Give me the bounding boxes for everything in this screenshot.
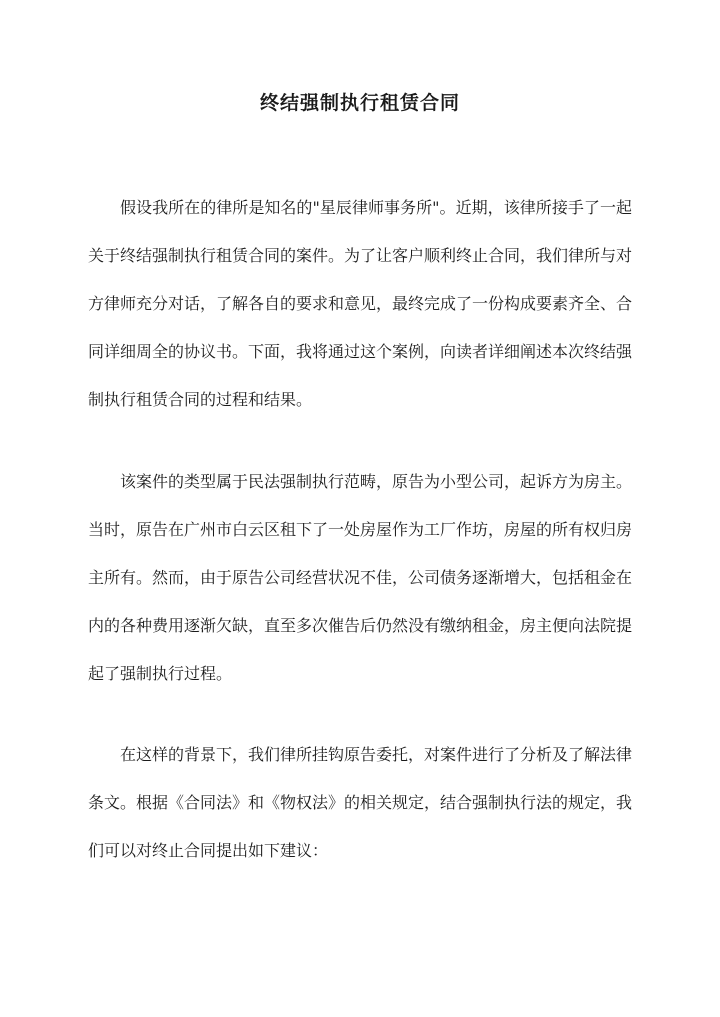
paragraph-2: 该案件的类型属于民法强制执行范畴，原告为小型公司，起诉方为房主。当时，原告在广州市白云区租下了一处房屋作为工厂作坊，房屋的所有权归房主所有。然而，由于原告公司经营状况不佳，公司债务逐渐增大，包括租金在内的各种费用逐渐欠缺，直至多次催告后仍然没有缴纳租金，房主便向法院提起了强制执行过程。 — [88, 472, 633, 683]
paragraph-3: 在这样的背景下，我们律所挂钩原告委托，对案件进行了分析及了解法律条文。根据《合同法》和《物权法》的相关规定，结合强制执行法的规定，我们可以对终止合同提出如下建议： — [88, 745, 633, 860]
document-title: 终结强制执行租赁合同 — [259, 92, 460, 114]
paragraph-1: 假设我所在的律所是知名的"星辰律师事务所"。近期，该律所接手了一起关于终结强制执行租赁合同的案件。为了让客户顺利终止合同，我们律所与对方律师充分对话，了解各自的要求和意见，最终完成了一份构成要素齐全、合同详细周全的协议书。下面，我将通过这个案例，向读者详细阐述本次终结强制执行租赁合同的过程和结果。 — [88, 198, 633, 409]
